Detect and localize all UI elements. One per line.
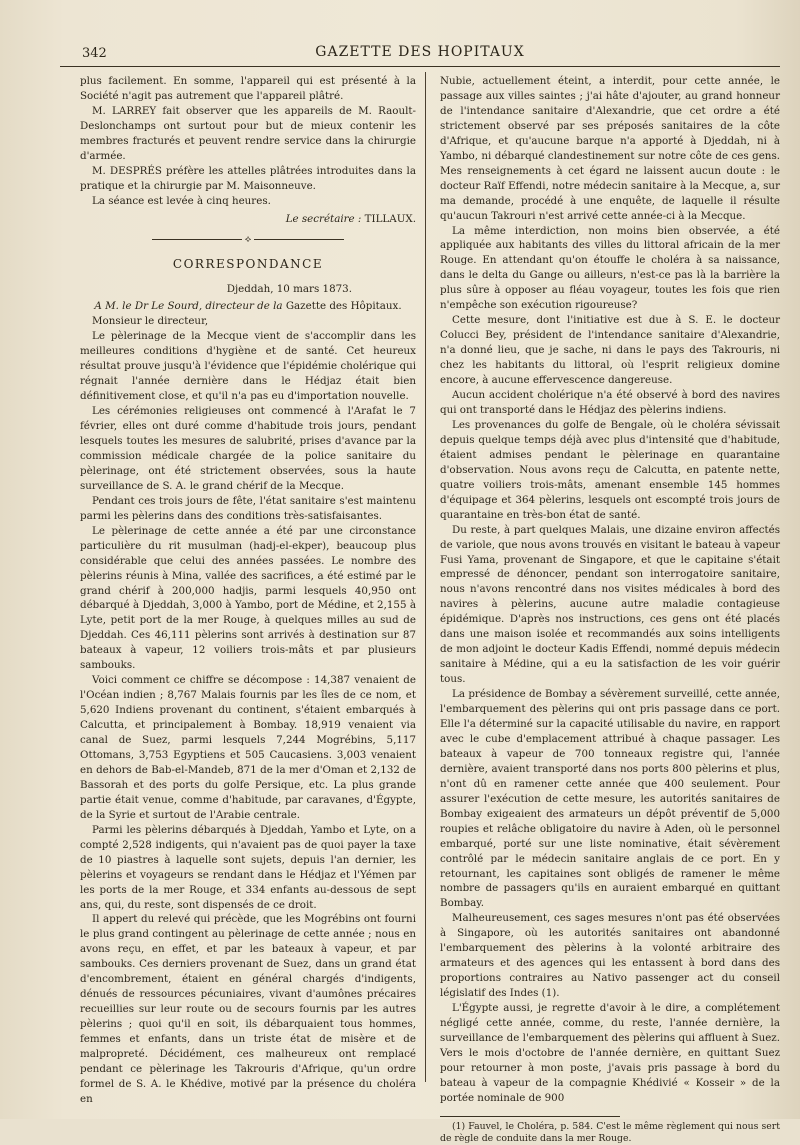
speaker-name: M. LARREY — [92, 104, 157, 117]
page-header — [60, 40, 780, 67]
paragraph: La présidence de Bombay a sévèrement surveillé, cette année, l'embarquement des pèlerins qui ont pris passage dans ce port. Elle l'a déterminé sur la capacité utilisable du navire, en rapport avec le cube d'emplacement attribué à chaque passager. Les bateaux à vapeur de 700 tonneaux registre qui, l'année dernière, avaient transporté dans nos ports 800 pèlerins et plus, n'ont dû en ramener cette année que 400 seulement. Pour assurer l'exécution de cette mesure, les autorités sanitaires de Bombay exigeaient des armateurs un dépôt préventif de 5,000 roupies et relâche obligatoire du navire à Aden, où le personnel embarqué, porté sur une liste nominative, était sévèrement contrôlé par le médecin sanitaire anglais de ce port. En y retournant, les capitaines sont obligés de ramener le même nombre de passagers qu'ils en auraient embarqué en quittant Bombay. — [440, 688, 780, 910]
salutation: Monsieur le directeur, — [92, 315, 209, 328]
paragraph: Cette mesure, dont l'initiative est due à S. E. le docteur Colucci Bey, président de l'intendance sanitaire d'Alexandrie, n'a donné lieu, que je sache, ni dans le pays des Takrouris, ni chez les habitants du littoral, où l'esprit religieux domine encore, à aucune effervescence dangereuse. — [440, 314, 780, 387]
paragraph: La séance est levée à cinq heures. — [92, 194, 271, 207]
speaker-name: M. DESPRÉS — [92, 164, 162, 177]
letter-body-left — [80, 329, 416, 1107]
paragraph — [80, 104, 416, 164]
dateline: Djeddah, 10 mars 1873. — [226, 283, 352, 296]
right-column — [440, 74, 780, 1145]
left-column — [80, 74, 416, 1107]
paragraph: Du reste, à part quelques Malais, une dizaine environ affectés de variole, que nous avons trouvés en visitant le bateau à vapeur Fusi Yama, provenant de Singapore, et que le capitaine s'était empressé de dénoncer, pendant son interrogatoire sanitaire, nous n'avons rencontré dans nos visites médicales à bord des navires à pèlerins, aucune autre maladie contagieuse épidémique. D'après nos instructions, ces gens ont été placés dans une maison isolée et recommandés aux soins intelligents de mon adjoint le docteur Kadis Effendi, nommé depuis médecin sanitaire à Médine, qui a eu la satisfaction de les voir guérir tous. — [440, 523, 780, 686]
column-divider — [425, 72, 426, 1082]
letter-address — [80, 299, 416, 314]
paragraph: Nubie, actuellement éteint, a interdit, pour cette année, le passage aux villes saintes ; j'ai hâte d'ajouter, au grand honneur de l'intendance sanitaire d'Alexandrie, que cet ordre a été strictement observé par ses préposés sanitaires de la côte d'Afrique, et qu'aucune barque n'a apporté à Djeddah, ni à Yambo, ni débarqué clandestinement sur notre côte de ces gens. Mes renseignements à cet égard ne laissent aucun doute : le docteur Raïf Effendi, notre médecin sanitaire à la Mecque, a, sur ma demande, procédé à une enquête, de laquelle il résulte qu'aucun Takrouri n'est arrivé cette année-ci à la Mecque. — [440, 75, 780, 222]
paragraph: Le pèlerinage de cette année a été par une circonstance particulière du rit musulman (hadj-el-ekper), beaucoup plus considérable que celui des années passées. Le nombre des pèlerins réunis à Mina, vallée des sacrifices, a été estimé par le grand chérif à 200,000 hadjis, parmi lesquels 40,950 ont débarqué à Djeddah, 3,000 à Yambo, port de Médine, et 2,155 à Lyte, petit port de la mer Rouge, à quelques milles au sud de Djeddah. Ces 46,111 pèlerins sont arrivés à destination sur 87 bateaux à vapeur, 12 voiliers trois-mâts et par plusieurs sambouks. — [80, 524, 416, 672]
journal-title: GAZETTE DES HOPITAUX — [315, 44, 525, 60]
paragraph: Malheureusement, ces sages mesures n'ont pas été observées à Singapore, où les autorités sanitaires ont abandonné l'embarquement des pèlerins à la volonté arbitraire des armateurs et des agences qui les entassent à bord dans des proportions contraires au Nativo passenger act du conseil législatif des Indes (1). — [440, 912, 780, 1000]
paragraph: Pendant ces trois jours de fête, l'état sanitaire s'est maintenu parmi les pèlerins dans des conditions très-satisfaisantes. — [80, 494, 416, 522]
paragraph: Voici comment ce chiffre se décompose : 14,387 venaient de l'Océan indien ; 8,767 Malais fournis par les îles de ce nom, et 5,620 Indiens provenant du continent, s'étaient embarqués à Calcutta, et principalement à Bombay. 18,919 venaient via canal de Suez, parmi lesquels 7,244 Mogrébins, 5,117 Ottomans, 3,753 Egyptiens et 505 Caucasiens. 3,003 venaient en dehors de Bab-el-Mandeb, 871 de la mer d'Oman et 2,132 de Bassorah et des ports du golfe Persique, etc. La plus grande partie était venue, comme d'habitude, par caravanes, d'Égypte, de la Syrie et surtout de l'Arabie centrale. — [80, 674, 416, 821]
ornamental-rule: ⟡ — [80, 233, 416, 248]
paragraph: Les provenances du golfe de Bengale, où le choléra sévissait depuis quelque temps déjà avec plus d'intensité que d'habitude, étaient admises pendant le pèlerinage en quarantaine d'observation. Nous avons reçu de Calcutta, en patente nette, quatre voiliers trois-mâts, amenant ensemble 145 hommes d'équipage et 364 pèlerins, lesquels ont escompté trois jours de quarantaine en très-bon état de santé. — [440, 418, 780, 521]
footnote-rule — [440, 1116, 620, 1117]
signature-name: TILLAUX. — [364, 212, 416, 225]
paragraph-text: préfère les attelles plâtrées introduites dans la pratique et la chirurgie par M. Maisonneuve. — [80, 164, 416, 192]
paragraph: Aucun accident cholérique n'a été observé à bord des navires qui ont transporté dans le Hédjaz des pèlerins indiens. — [440, 389, 780, 416]
signature-role: Le secrétaire : — [285, 212, 365, 225]
footnote: (1) Fauvel, le Choléra, p. 584. C'est le même règlement qui nous sert de règle de conduite dans la mer Rouge. — [440, 1120, 780, 1144]
paragraph-text: fait observer que les appareils de M. Raoult-Deslonchamps ont surtout pour but de mieux contenir les membres fracturés et peuvent rendre service dans la chirurgie d'armée. — [80, 104, 416, 162]
paragraph: Le pèlerinage de la Mecque vient de s'accomplir dans les meilleures conditions d'hygiène et de santé. Cet heureux résultat prouve jusqu'à l'évidence que l'épidémie cholérique qui régnait l'année dernière dans le Hédjaz était bien définitivement close, et qu'il n'a pas eu d'importation nouvelle. — [80, 330, 416, 403]
paragraph: Il appert du relevé qui précède, que les Mogrébins ont fourni le plus grand contingent au pèlerinage de cette année ; nous en avons reçu, en effet, et par les bateaux à vapeur, et par sambouks. Ces derniers provenant de Suez, dans un grand état d'encombrement, étaient en général chargés d'indigents, dénués de ressources pécuniaires, vivant d'aumônes précaires recueillies sur leur route ou de secours fournis par les autres pèlerins ; quoi qu'il en soit, ils débarquaient tous hommes, femmes et enfants, dans un triste état de misère et de malpropreté. Décidément, ces malheureux ont remplacé pendant ce pèlerinage les Takrouris d'Afrique, qu'un ordre formel de S. A. le Khédive, motivé par la présence du choléra en — [80, 913, 416, 1105]
section-title: CORRESPONDANCE — [172, 257, 324, 272]
paragraph — [80, 164, 416, 194]
address-journal: Gazette des Hôpitaux. — [285, 300, 402, 313]
paragraph: Parmi les pèlerins débarqués à Djeddah, Yambo et Lyte, on a compté 2,528 indigents, qui n'avaient pas de quoi payer la taxe de 10 piastres à laquelle sont sujets, depuis l'an dernier, les pèlerins et voyageurs se rendant dans le Hédjaz et l'Yémen par les ports de la mer Rouge, et 334 enfants au-dessous de sept ans, qui, du reste, sont dispensés de ce droit. — [80, 823, 416, 911]
address-recipient: A M. le Dr Le Sourd, directeur de la — [94, 300, 286, 313]
signature — [80, 212, 416, 227]
paragraph: plus facilement. En somme, l'appareil qui est présenté à la Société n'agit pas autrement que l'appareil plâtré. — [80, 75, 416, 102]
paragraph: L'Égypte aussi, je regrette d'avoir à le dire, a complétement négligé cette année, comme, du reste, l'année dernière, la surveillance de l'embarquement des pèlerins qui affluent à Suez. Vers le mois d'octobre de l'année dernière, en quittant Suez pour retourner à mon poste, j'avais pris passage à bord du bateau à vapeur de la compagnie Khédivié « Kosseir » de la portée nominale de 900 — [440, 1002, 780, 1104]
paragraph: La même interdiction, non moins bien observée, a été appliquée aux habitants des villes du littoral africain de la mer Rouge. En attendant qu'on étouffe le choléra à sa naissance, dans le delta du Gange ou ailleurs, n'est-ce pas là la barrière la plus sûre à opposer au fléau voyageur, toutes les fois que rien n'empêche son exécution rigoureuse? — [440, 224, 780, 312]
page-number: 342 — [82, 46, 107, 61]
paragraph: Les cérémonies religieuses ont commencé à l'Arafat le 7 février, elles ont duré comme d'habitude trois jours, pendant lesquels toutes les mesures de salubrité, prises d'avance par la commission médicale chargée de la police sanitaire du pèlerinage, ont été strictement observées, sous la haute surveillance de S. A. le grand chérif de la Mecque. — [80, 405, 416, 492]
